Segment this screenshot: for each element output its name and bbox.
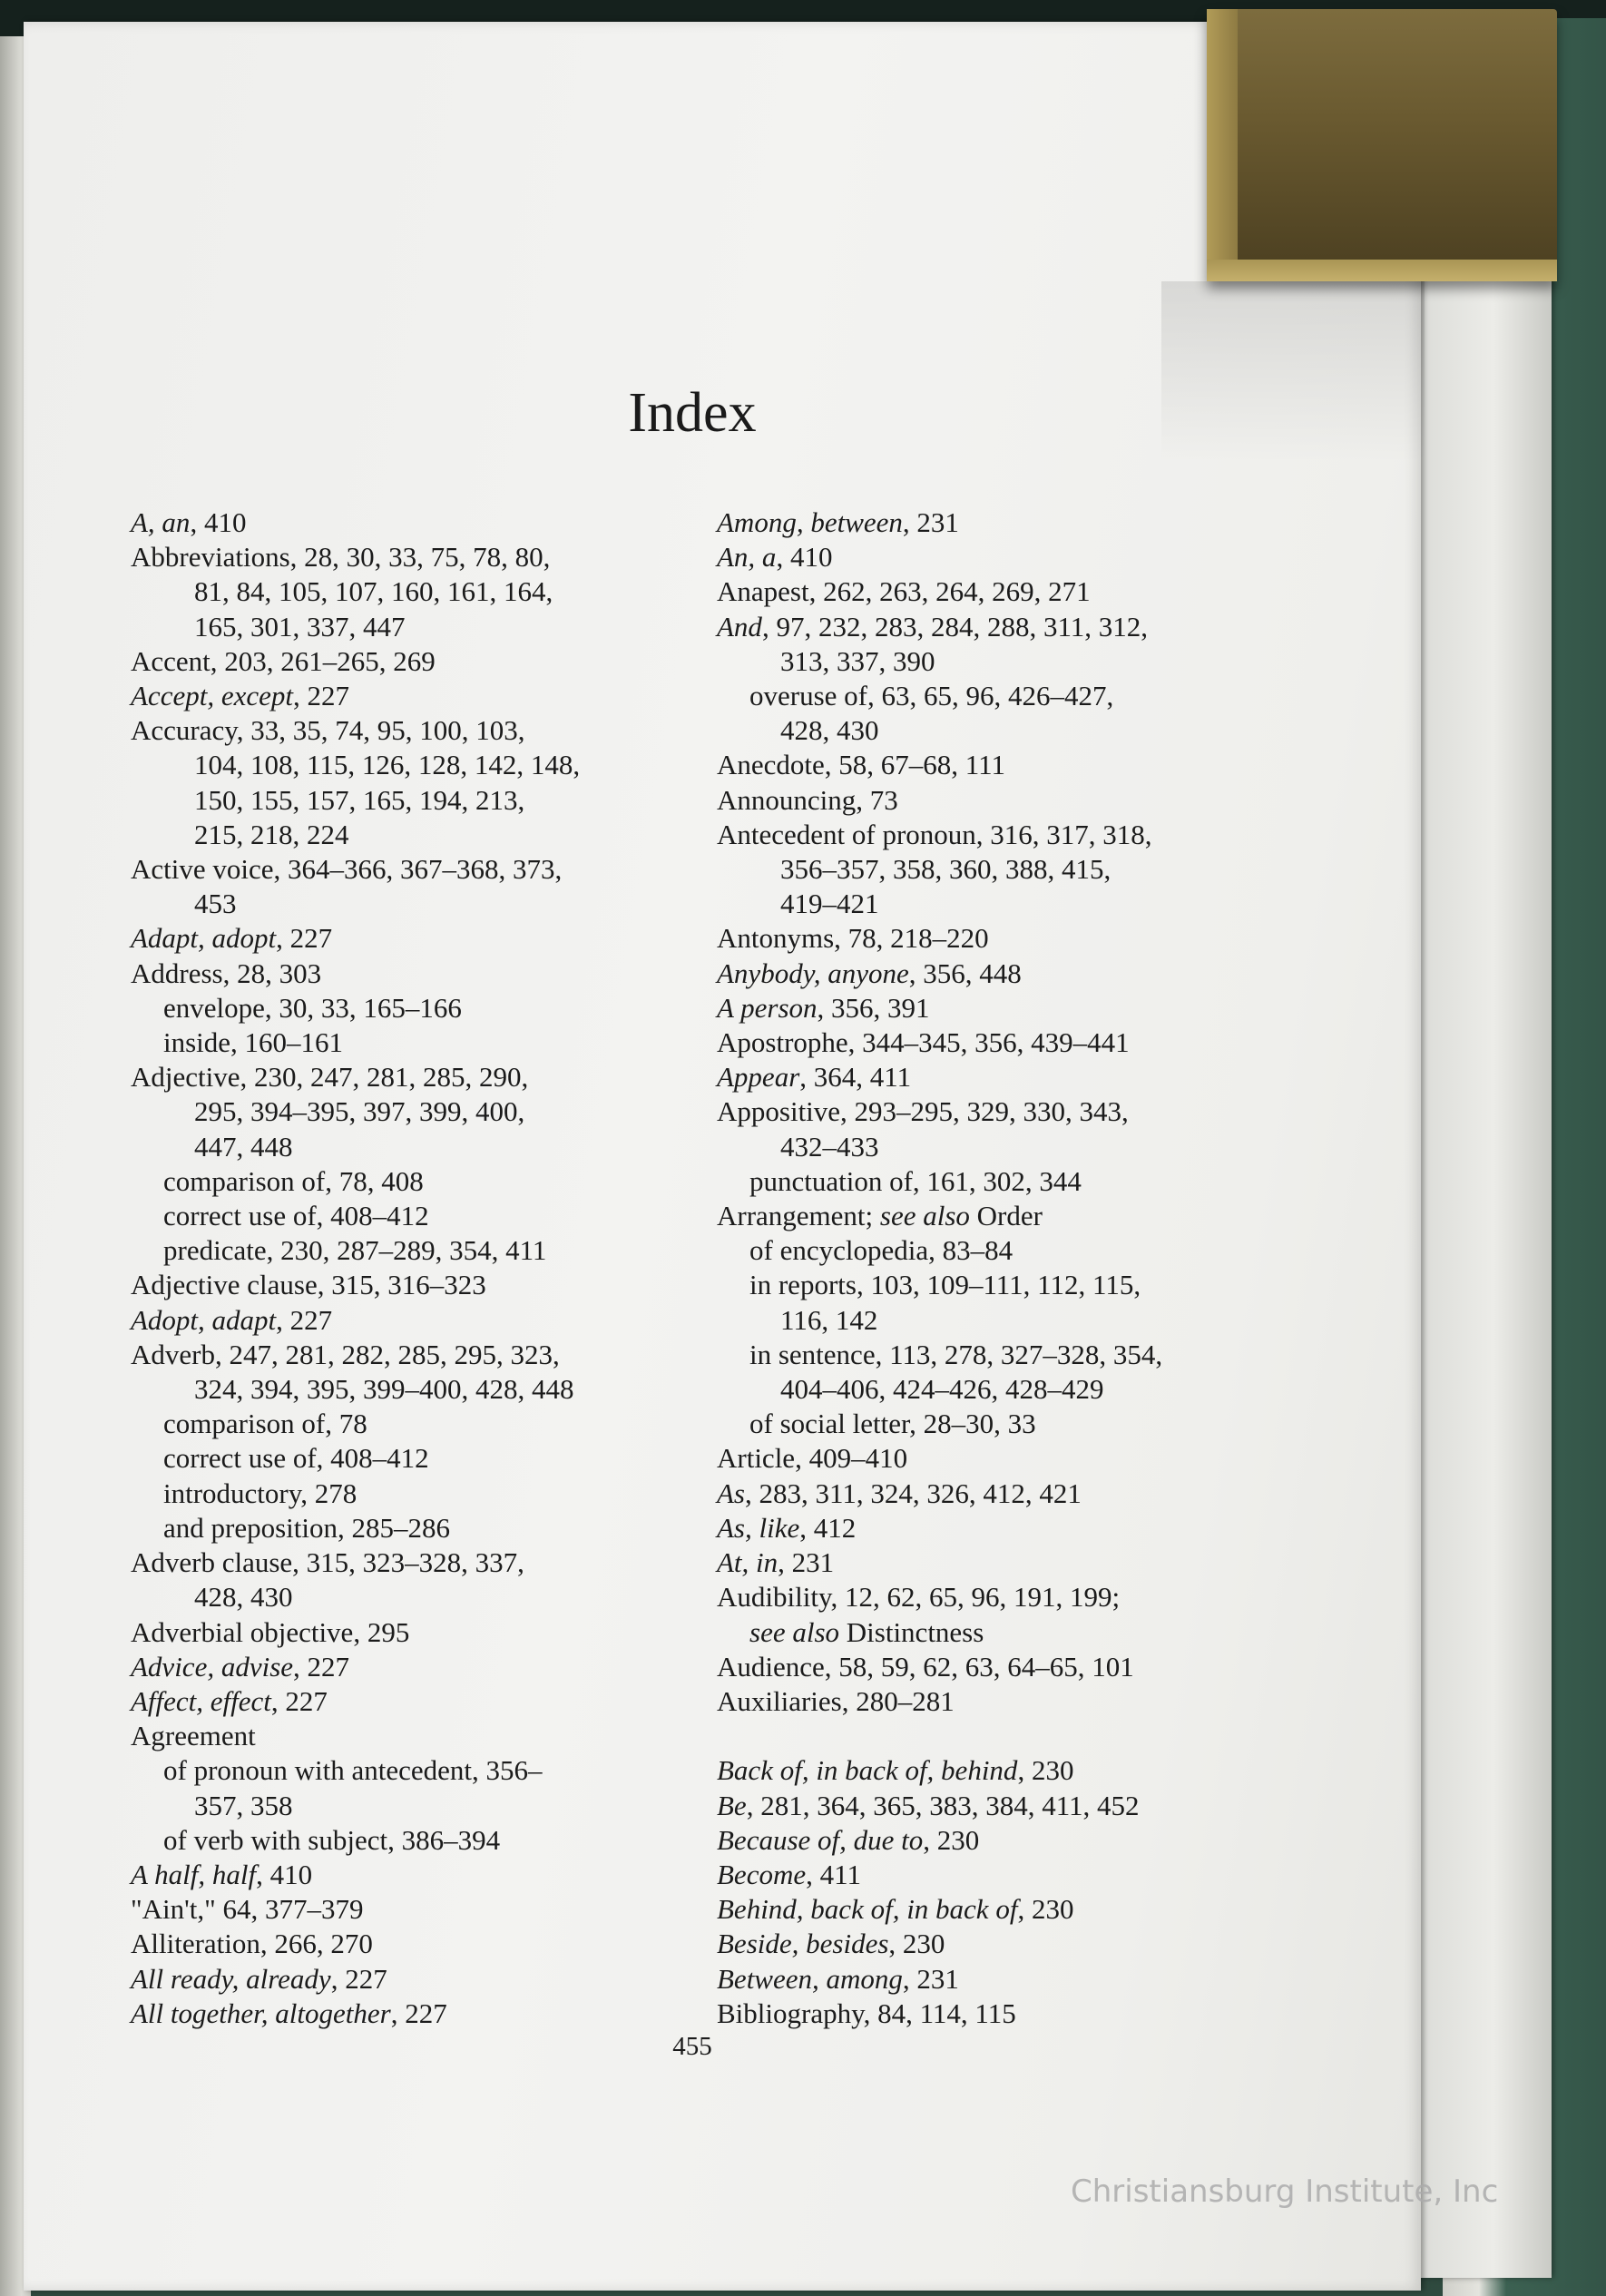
index-entry	[131, 1615, 682, 1650]
index-text: and preposition, 285–286	[163, 1511, 450, 1544]
index-entry	[717, 1545, 1234, 1580]
index-subentry	[717, 1407, 1234, 1441]
index-text: Active voice, 364–366, 367–368, 373,	[131, 853, 563, 886]
index-text: , 283, 311, 324, 326, 412, 421	[745, 1477, 1082, 1509]
index-text: Accent, 203, 261–265, 269	[131, 644, 436, 677]
index-text: of pronoun with antecedent, 356–	[163, 1754, 543, 1787]
index-text: Adverb, 247, 281, 282, 285, 295, 323,	[131, 1338, 560, 1370]
index-text: 428, 430	[780, 714, 879, 747]
index-continuation	[131, 887, 682, 921]
index-text: Anapest, 262, 263, 264, 269, 271	[717, 575, 1091, 608]
index-text: 215, 218, 224	[194, 818, 349, 850]
index-text: Appositive, 293–295, 329, 330, 343,	[717, 1095, 1129, 1128]
index-term-italic: Beside, besides	[717, 1928, 889, 1960]
index-text: Order	[969, 1200, 1043, 1232]
index-text: Adverb clause, 315, 323–328, 337,	[131, 1546, 524, 1579]
index-subentry	[131, 1233, 682, 1268]
index-continuation	[131, 748, 682, 782]
index-entry	[717, 540, 1234, 574]
underlying-page	[1406, 27, 1552, 2278]
index-term-italic: Anybody, anyone	[717, 957, 909, 989]
index-continuation	[717, 1372, 1234, 1407]
index-continuation	[131, 818, 682, 852]
index-column-left	[131, 505, 682, 2031]
index-entry	[717, 1094, 1234, 1129]
index-text: , 227	[276, 922, 333, 955]
index-entry	[131, 1892, 682, 1927]
index-entry	[717, 1753, 1234, 1788]
index-entry	[131, 1997, 682, 2031]
index-term-italic: Adopt, adapt	[131, 1303, 277, 1336]
index-entry	[131, 1060, 682, 1094]
index-text: Accuracy, 33, 35, 74, 95, 100, 103,	[131, 714, 525, 747]
index-text: , 227	[292, 680, 349, 712]
index-text: Antecedent of pronoun, 316, 317, 318,	[717, 818, 1152, 850]
index-entry	[717, 574, 1234, 609]
index-text: Antonyms, 78, 218–220	[717, 922, 989, 955]
index-subentry	[717, 1164, 1234, 1199]
index-continuation	[717, 887, 1234, 921]
index-text: Adjective clause, 315, 316–323	[131, 1269, 486, 1301]
index-text: , 364, 411	[799, 1061, 912, 1094]
index-subentry	[717, 1615, 1234, 1650]
index-text: "Ain't," 64, 377–379	[131, 1893, 364, 1926]
index-text: Auxiliaries, 280–281	[717, 1684, 955, 1717]
index-term-italic: Among, between	[717, 506, 903, 538]
index-text: 81, 84, 105, 107, 160, 161, 164,	[194, 575, 553, 608]
index-text: , 410	[776, 541, 833, 574]
index-entry	[717, 1789, 1234, 1823]
index-text: , 231	[778, 1546, 835, 1579]
index-text: Abbreviations, 28, 30, 33, 75, 78, 80,	[131, 541, 551, 574]
index-text: Announcing, 73	[717, 783, 898, 816]
index-entry	[717, 610, 1234, 644]
index-continuation	[717, 852, 1234, 887]
index-text: 165, 301, 337, 447	[194, 610, 406, 643]
index-term-italic: Become	[717, 1858, 807, 1890]
index-text: Distinctness	[839, 1615, 984, 1648]
index-entry	[717, 1511, 1234, 1545]
index-text: , 230	[1017, 1893, 1074, 1926]
index-entry	[131, 1962, 682, 1997]
index-term-italic: A, an	[131, 506, 191, 538]
index-text: , 410	[190, 506, 247, 538]
index-text: , 410	[256, 1858, 313, 1890]
index-text: Bibliography, 84, 114, 115	[717, 1997, 1016, 2029]
index-text: comparison of, 78, 408	[163, 1164, 424, 1197]
index-entry	[717, 1199, 1234, 1233]
index-term-italic: A person	[717, 991, 818, 1024]
index-subentry	[717, 1268, 1234, 1302]
index-term-italic: As	[717, 1477, 745, 1509]
index-subentry	[131, 1441, 682, 1476]
index-continuation	[717, 644, 1234, 679]
index-entry	[131, 1338, 682, 1372]
index-text: in sentence, 113, 278, 327–328, 354,	[749, 1338, 1163, 1370]
index-text: punctuation of, 161, 302, 344	[749, 1164, 1082, 1197]
index-entry	[717, 1858, 1234, 1892]
index-text: Apostrophe, 344–345, 356, 439–441	[717, 1026, 1130, 1059]
index-text: Alliteration, 266, 270	[131, 1928, 373, 1960]
index-entry	[131, 1927, 682, 1961]
index-term-italic: Between, among	[717, 1962, 903, 1995]
index-entry	[717, 1650, 1234, 1684]
index-term-italic: Behind, back of, in back of	[717, 1893, 1018, 1926]
index-text: of verb with subject, 386–394	[163, 1823, 501, 1856]
index-text: , 281, 364, 365, 383, 384, 411, 452	[746, 1789, 1140, 1821]
index-subentry	[131, 1753, 682, 1788]
index-subentry	[717, 679, 1234, 713]
index-text: correct use of, 408–412	[163, 1200, 429, 1232]
index-entry	[131, 1858, 682, 1892]
index-continuation	[131, 610, 682, 644]
page-number: 455	[672, 2032, 712, 2061]
index-term-italic: At, in	[717, 1546, 779, 1579]
index-text: of encyclopedia, 83–84	[749, 1234, 1014, 1267]
index-entry	[717, 991, 1234, 1025]
index-entry	[717, 1823, 1234, 1858]
index-text: Arrangement;	[717, 1200, 880, 1232]
index-subentry	[131, 1407, 682, 1441]
index-text: Agreement	[131, 1720, 256, 1752]
index-continuation	[717, 1303, 1234, 1338]
index-entry	[717, 1441, 1234, 1476]
index-subentry	[131, 1823, 682, 1858]
index-text: 324, 394, 395, 399–400, 428, 448	[194, 1373, 574, 1406]
index-term-italic: And	[717, 610, 762, 643]
binder-clip-lip	[1207, 260, 1557, 281]
index-term-italic: As, like	[717, 1511, 800, 1544]
index-text: , 356, 448	[908, 957, 1022, 989]
index-text: comparison of, 78	[163, 1408, 367, 1440]
index-entry	[717, 505, 1234, 540]
index-entry	[131, 1268, 682, 1302]
index-spacer	[717, 1719, 1234, 1753]
index-text: , 411	[806, 1858, 861, 1890]
binder-clip	[1207, 9, 1557, 281]
index-term-italic: Adapt, adopt	[131, 922, 277, 955]
index-text: Address, 28, 303	[131, 957, 322, 989]
index-text: envelope, 30, 33, 165–166	[163, 991, 462, 1024]
index-text: Audibility, 12, 62, 65, 96, 191, 199;	[717, 1581, 1121, 1614]
index-entry	[717, 818, 1234, 852]
index-subentry	[131, 1164, 682, 1199]
index-entry	[717, 748, 1234, 782]
index-text: 116, 142	[780, 1303, 878, 1336]
index-entry	[131, 505, 682, 540]
index-term-italic: see also	[879, 1200, 970, 1232]
index-text: , 230	[1017, 1754, 1074, 1787]
index-text: , 227	[390, 1997, 447, 2029]
index-term-italic: Advice, advise	[131, 1650, 294, 1683]
index-text: Adjective, 230, 247, 281, 285, 290,	[131, 1061, 529, 1094]
index-entry	[717, 783, 1234, 818]
index-text: 356–357, 358, 360, 388, 415,	[780, 853, 1111, 886]
index-entry	[131, 679, 682, 713]
index-text: 404–406, 424–426, 428–429	[780, 1373, 1104, 1406]
index-text: Adverbial objective, 295	[131, 1615, 410, 1648]
index-text: Article, 409–410	[717, 1442, 908, 1475]
watermark-text: Christiansburg Institute, Inc	[1071, 2173, 1499, 2210]
index-continuation	[131, 574, 682, 609]
index-text: , 230	[923, 1823, 980, 1856]
index-text: 419–421	[780, 888, 879, 920]
index-term-italic: A half, half	[131, 1858, 257, 1890]
index-text: 150, 155, 157, 165, 194, 213,	[194, 783, 525, 816]
index-term-italic: Because of, due to	[717, 1823, 924, 1856]
index-entry	[717, 1025, 1234, 1060]
index-subentry	[717, 1233, 1234, 1268]
index-text: , 97, 232, 283, 284, 288, 311, 312,	[761, 610, 1149, 643]
index-entry	[131, 1303, 682, 1338]
index-entry	[717, 1580, 1234, 1614]
index-text: correct use of, 408–412	[163, 1442, 429, 1475]
index-entry	[131, 1684, 682, 1719]
index-text: in reports, 103, 109–111, 112, 115,	[749, 1269, 1141, 1301]
index-text: , 412	[799, 1511, 857, 1544]
index-text: 295, 394–395, 397, 399, 400,	[194, 1095, 525, 1128]
index-continuation	[131, 1789, 682, 1823]
index-text: 428, 430	[194, 1581, 293, 1614]
index-entry	[717, 1684, 1234, 1719]
index-continuation	[131, 1130, 682, 1164]
index-text: inside, 160–161	[163, 1026, 344, 1059]
index-term-italic: Back of, in back of, behind	[717, 1754, 1018, 1787]
index-text: , 356, 391	[817, 991, 930, 1024]
index-entry	[131, 921, 682, 956]
index-column-right	[717, 505, 1234, 2031]
index-term-italic: All together, altogether	[131, 1997, 391, 2029]
index-continuation	[131, 1094, 682, 1129]
index-subentry	[131, 991, 682, 1025]
index-text: Audience, 58, 59, 62, 63, 64–65, 101	[717, 1650, 1134, 1683]
binder-clip-front	[1207, 9, 1238, 281]
index-text: , 227	[330, 1962, 387, 1995]
index-term-italic: see also	[749, 1615, 840, 1648]
index-term-italic: Affect, effect	[131, 1684, 271, 1717]
index-subentry	[131, 1199, 682, 1233]
index-text: , 230	[888, 1928, 945, 1960]
index-entry	[131, 1650, 682, 1684]
index-subentry	[131, 1477, 682, 1511]
index-text: , 227	[293, 1650, 350, 1683]
index-text: 313, 337, 390	[780, 644, 935, 677]
index-text: predicate, 230, 287–289, 354, 411	[163, 1234, 547, 1267]
index-entry	[131, 957, 682, 991]
index-entry	[717, 1962, 1234, 1997]
index-text: 432–433	[780, 1130, 879, 1163]
page-title: Index	[628, 382, 757, 444]
index-continuation	[131, 1580, 682, 1614]
index-entry	[131, 1719, 682, 1753]
index-term-italic: An, a	[717, 541, 777, 574]
index-entry	[717, 1477, 1234, 1511]
index-text: , 227	[276, 1303, 333, 1336]
clip-shadow	[1161, 281, 1425, 463]
index-text: , 231	[902, 506, 959, 538]
index-entry	[131, 713, 682, 748]
index-text: Anecdote, 58, 67–68, 111	[717, 749, 1005, 781]
index-term-italic: Be	[717, 1789, 747, 1821]
index-term-italic: Accept, except	[131, 680, 293, 712]
index-text: introductory, 278	[163, 1477, 357, 1509]
index-text: 357, 358	[194, 1789, 293, 1821]
index-text: 453	[194, 888, 237, 920]
index-text: , 231	[902, 1962, 959, 1995]
index-entry	[717, 1892, 1234, 1927]
index-text: , 227	[270, 1684, 328, 1717]
index-subentry	[131, 1025, 682, 1060]
index-entry	[131, 1545, 682, 1580]
index-subentry	[131, 1511, 682, 1545]
index-continuation	[717, 713, 1234, 748]
index-text: overuse of, 63, 65, 96, 426–427,	[749, 680, 1114, 712]
index-term-italic: All ready, already	[131, 1962, 331, 1995]
index-text: 104, 108, 115, 126, 128, 142, 148,	[194, 749, 581, 781]
index-entry	[717, 1060, 1234, 1094]
index-entry	[717, 1997, 1234, 2031]
index-entry	[717, 1927, 1234, 1961]
index-continuation	[131, 1372, 682, 1407]
index-subentry	[717, 1338, 1234, 1372]
index-continuation	[717, 1130, 1234, 1164]
index-continuation	[131, 783, 682, 818]
index-term-italic: Appear	[717, 1061, 800, 1094]
index-text: 447, 448	[194, 1130, 293, 1163]
index-entry	[717, 957, 1234, 991]
index-text: of social letter, 28–30, 33	[749, 1408, 1036, 1440]
index-entry	[131, 852, 682, 887]
index-entry	[717, 921, 1234, 956]
index-entry	[131, 644, 682, 679]
index-entry	[131, 540, 682, 574]
